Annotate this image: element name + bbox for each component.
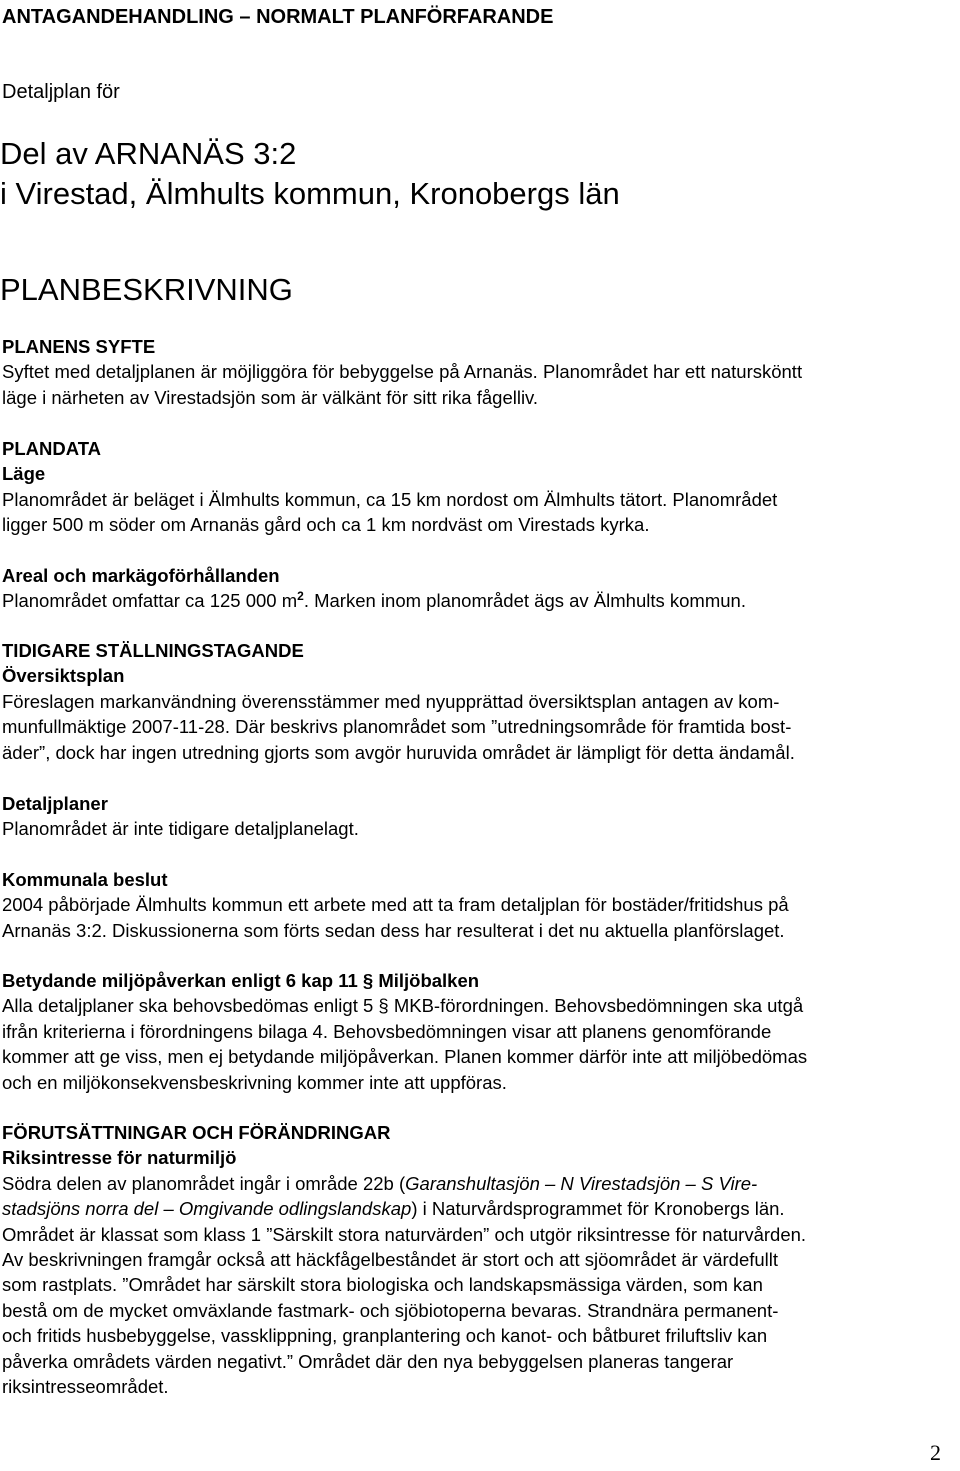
paragraph-line: Alla detaljplaner ska behovsbedömas enligt 5 § MKB-förordningen. Behovsbedömningen ska utgå [2, 995, 804, 1017]
paragraph-line: som rastplats. ”Området har särskilt stora biologiska och landskapsmässiga värden, som kan [2, 1274, 763, 1296]
paragraph-line [2, 1171, 958, 1196]
pre-title: Detaljplan för [2, 81, 120, 103]
riksintresse-area-names-cont: stadsjöns norra del – Omgivande odlingslandskap [2, 1198, 412, 1220]
document-type: PLANBESKRIVNING [0, 272, 293, 307]
paragraph-line: påverka områdets värden negativt.” Området där den nya bebyggelsen planeras tangerar [2, 1350, 734, 1372]
areal-text-end: . Marken inom planområdet ägs av Älmhults kommun. [303, 590, 746, 612]
paragraph-line: riksintresseområdet. [2, 1376, 169, 1398]
paragraph-line: och fritids husbebyggelse, vassklippning, granplantering och kanot- och båtburet friluftsliv kan [2, 1325, 768, 1347]
areal-text: Planområdet omfattar ca 125 000 m [2, 590, 298, 612]
subheading: Riksintresse för naturmiljö [2, 1147, 237, 1169]
paragraph-line: kommer att ge viss, men ej betydande miljöpåverkan. Planen kommer därför inte att miljöbedömas [2, 1046, 808, 1068]
paragraph-line: Området är klassat som klass 1 ”Särskilt stora naturvärden” och utgör riksintresse för naturvården. [2, 1223, 807, 1245]
paragraph-line: 2004 påbörjade Älmhults kommun ett arbete med att ta fram detaljplan för bostäder/fritidshus på [2, 894, 789, 916]
section-syfte [2, 334, 958, 410]
riksintresse-text-cont: ) i Naturvårdsprogrammet för Kronobergs län. [411, 1198, 785, 1220]
subheading: Kommunala beslut [2, 869, 168, 890]
subheading: Översiktsplan [2, 665, 125, 687]
paragraph-line [2, 1196, 958, 1221]
header-title: ANTAGANDEHANDLING – NORMALT PLANFÖRFARANDE [2, 6, 554, 28]
subheading: Läge [2, 463, 46, 485]
subheading: Detaljplaner [2, 793, 108, 814]
paragraph-line [2, 588, 958, 613]
paragraph-line: Planområdet är inte tidigare detaljplanelagt. [2, 818, 359, 840]
paragraph-line: läge i närheten av Virestadsjön som är välkänt för sitt rika fågelliv. [2, 386, 539, 408]
section-heading: PLANENS SYFTE [2, 336, 156, 357]
paragraph-line: munfullmäktige 2007-11-28. Där beskrivs planområdet som ”utredningsområde för framtida bost- [2, 716, 792, 738]
paragraph-line: och en miljökonsekvensbeskrivning kommer inte att uppföras. [2, 1071, 507, 1093]
paragraph-line: Av beskrivningen framgår också att häckfågelbeståndet är stort och att sjöområdet är värdefullt [2, 1249, 779, 1271]
superscript: 2 [297, 589, 304, 604]
section-heading: TIDIGARE STÄLLNINGSTAGANDE [2, 640, 304, 661]
section-tidigare [2, 638, 958, 765]
paragraph-line: äder”, dock har ingen utredning gjorts som avgör huruvida området är lämpligt för detta ändamål. [2, 741, 795, 763]
paragraph-line: ligger 500 m söder om Arnanäs gård och ca 1 km nordväst om Virestads kyrka. [2, 514, 650, 536]
riksintresse-area-names: Garanshultasjön – N Virestadsjön – S Vire- [405, 1172, 758, 1194]
main-title-line-1: Del av ARNANÄS 3:2 [0, 136, 297, 171]
subheading: Betydande miljöpåverkan enligt 6 kap 11 § Miljöbalken [2, 970, 480, 991]
section-detaljplaner [2, 791, 958, 842]
section-kommunala-beslut [2, 867, 958, 943]
paragraph-line: ifrån kriterierna i förordningens bilaga 4. Behovsbedömningen visar att planens genomförande [2, 1020, 772, 1042]
section-heading: PLANDATA [2, 438, 101, 459]
section-miljopaverkan [2, 968, 958, 1095]
paragraph-line: Syftet med detaljplanen är möjliggöra för bebyggelse på Arnanäs. Planområdet har ett natursköntt [2, 361, 803, 383]
section-plandata [2, 436, 958, 538]
subheading: Areal och markägoförhållanden [2, 565, 280, 586]
main-title-line-2: i Virestad, Älmhults kommun, Kronobergs län [0, 176, 620, 211]
riksintresse-text: Södra delen av planområdet ingår i område 22b ( [2, 1172, 406, 1194]
page-number: 2 [930, 1440, 941, 1465]
paragraph-line: Planområdet är beläget i Älmhults kommun, ca 15 km nordost om Älmhults tätort. Planområdet [2, 488, 778, 510]
section-areal [2, 563, 958, 614]
section-forutsattningar [2, 1120, 958, 1399]
section-heading: FÖRUTSÄTTNINGAR OCH FÖRÄNDRINGAR [2, 1122, 391, 1143]
paragraph-line: Arnanäs 3:2. Diskussionerna som förts sedan dess har resulterat i det nu aktuella planförslaget. [2, 919, 785, 941]
paragraph-line: Föreslagen markanvändning överensstämmer med nyupprättad översiktsplan antagen av kom- [2, 690, 780, 712]
main-title [0, 134, 620, 214]
paragraph-line: bestå om de mycket omväxlande fastmark- och sjöbiotoperna bevaras. Strandnära permanent- [2, 1299, 779, 1321]
